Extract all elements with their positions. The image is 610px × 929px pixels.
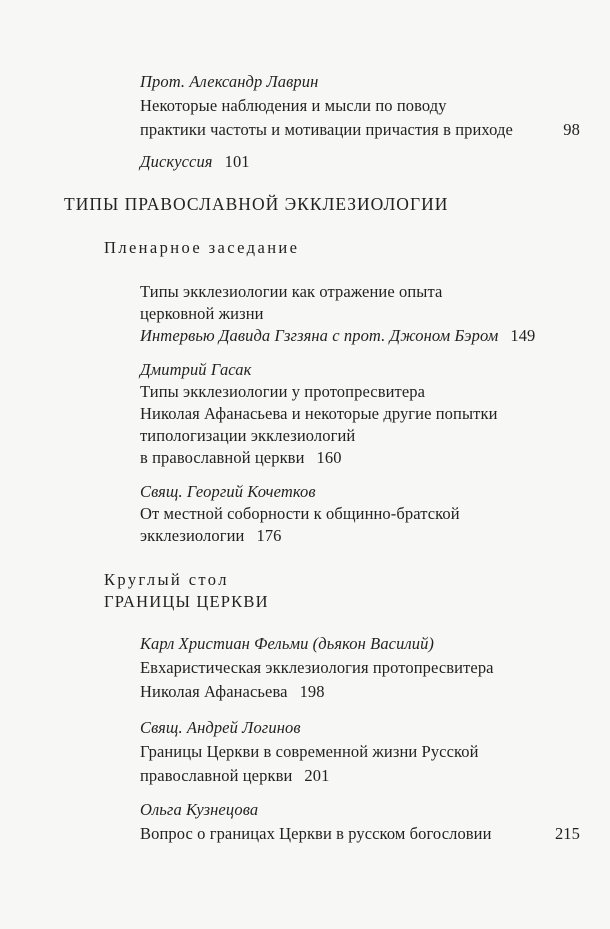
entry-title-with-page [140, 118, 580, 142]
subsection-subtitle: ГРАНИЦЫ ЦЕРКВИ [104, 592, 269, 611]
entry-title: Некоторые наблюдения и мысли по поводу [140, 96, 447, 115]
entry-author: Карл Христиан Фельми (дьякон Василий) [140, 634, 435, 653]
entry-title: Николая Афанасьева [140, 682, 288, 701]
entry-title: Типы экклезиологии у протопресвитера [140, 382, 426, 401]
discussion-entry [140, 150, 250, 174]
entry-title: От местной соборности к общинно-братской [140, 504, 460, 523]
entry-title: Типы экклезиологии как отражение опыта [140, 282, 443, 301]
page-number: 149 [510, 326, 536, 345]
entry-title-with-page [140, 524, 282, 548]
entry-title: в православной церкви [140, 448, 305, 467]
entry-title: Вопрос о границах Церкви в русском богословии [140, 824, 492, 843]
entry-title: типологизации экклезиологий [140, 426, 356, 445]
entry-title: Евхаристическая экклезиология протопресвитера [140, 658, 494, 677]
entry-title: Николая Афанасьева и некоторые другие попытки [140, 404, 498, 423]
entry-title: православной церкви [140, 766, 293, 785]
page-number: 160 [316, 448, 342, 467]
page-number: 176 [256, 526, 282, 545]
discussion-label: Дискуссия [140, 152, 213, 171]
page-number: 101 [224, 152, 250, 171]
entry-author: Ольга Кузнецова [140, 800, 259, 819]
entry-title: практики частоты и мотивации причастия в приходе [140, 120, 513, 139]
entry-author: Дмитрий Гасак [140, 360, 252, 379]
interview-credit: Интервью Давида Гзгзяна с прот. Джоном Бэром [140, 326, 499, 345]
entry-author: Свящ. Георгий Кочетков [140, 482, 316, 501]
entry-author: Прот. Александр Лаврин [140, 72, 319, 91]
page-number: 201 [304, 766, 330, 785]
section-title: ТИПЫ ПРАВОСЛАВНОЙ ЭККЛЕЗИОЛОГИИ [64, 194, 449, 214]
entry-title-with-page [140, 446, 342, 470]
entry-title-with-page [140, 822, 580, 846]
entry-author: Свящ. Андрей Логинов [140, 718, 301, 737]
entry-title-with-page [140, 680, 325, 704]
entry-interview [140, 324, 535, 348]
page-number: 198 [299, 682, 325, 701]
entry-title-with-page [140, 764, 329, 788]
entry-title: Границы Церкви в современной жизни Русской [140, 742, 479, 761]
entry-title: церковной жизни [140, 304, 264, 323]
subsection-heading: Круглый стол [104, 570, 229, 589]
subsection-heading: Пленарное заседание [104, 238, 300, 257]
page-number: 98 [563, 120, 580, 139]
entry-title: экклезиологии [140, 526, 245, 545]
page-number: 215 [554, 824, 580, 843]
